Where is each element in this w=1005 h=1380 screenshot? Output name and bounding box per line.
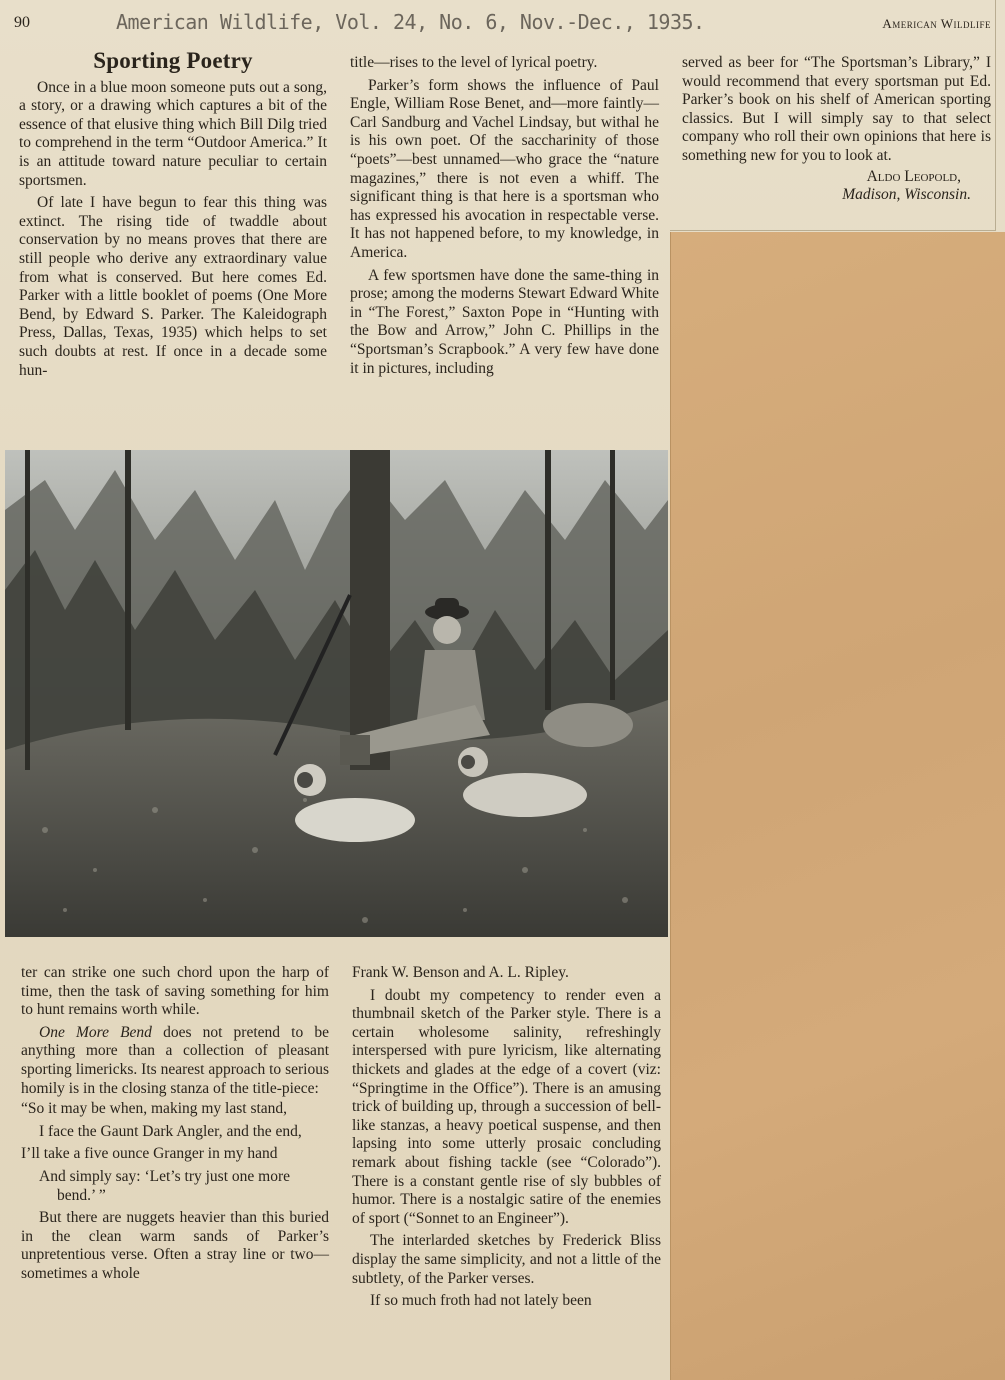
column-2-top	[350, 54, 659, 378]
verse-line: And simply say: ‘Let’s try just one more bend.’ ”	[39, 1167, 290, 1204]
column-3-top	[682, 54, 991, 205]
paragraph: If so much froth had not lately been	[370, 1292, 592, 1310]
column-1-top	[19, 48, 327, 380]
paragraph: Of late I have begun to fear this thing was extinct. The rising tide of twaddle about conservation by no means proves that there are still people who derive any extraordinary value from what is conserved. But here comes Ed. Parker with a little booklet of poems (One More Bend, by Edward S. Parker. The Kaleidograph Press, Dallas, Texas, 1935) which helps to set such doubts at rest. If once in a decade some hun-	[19, 194, 327, 379]
paragraph: served as beer for “The Sportsman’s Library,” I would recommend that every sportsman put Ed. Parker’s book on his shelf of American sporting classics. But I will simply say to that select company who roll their own opinions that here is something new for you to look at.	[682, 54, 991, 164]
verse-line: I’ll take a five ounce Granger in my hand	[21, 1145, 278, 1163]
column-2-bottom	[352, 964, 661, 1311]
verse-line: “So it may be when, making my last stand,	[21, 1100, 288, 1118]
paragraph: The interlarded sketches by Frederick Bliss display the same simplicity, and not a little of the subtlety, of the Parker verses.	[352, 1232, 661, 1287]
photo-illustration	[5, 450, 668, 937]
paragraph: One More Bend does not pretend to be anything more than a collection of pleasant sporting limericks. Its nearest approach to serious homily is in the closing stanza of the title-piece:	[21, 1023, 329, 1097]
paragraph: But there are nuggets heavier than this buried in the clean warm sands of Parker’s unpretentious verse. Often a stray line or two—sometimes a whole	[21, 1209, 329, 1282]
page-number: 90	[14, 14, 30, 31]
quoted-stanza	[21, 1100, 329, 1205]
signature	[682, 168, 991, 205]
page-header	[0, 10, 1005, 34]
article-title: Sporting Poetry	[93, 48, 253, 73]
book-title: One More Bend	[39, 1023, 152, 1041]
paragraph: title—rises to the level of lyrical poetry.	[350, 54, 598, 71]
hunter-with-dogs-photo	[5, 450, 668, 937]
author-place: Madison, Wisconsin.	[842, 186, 971, 204]
paragraph: A few sportsmen have done the same-thing in prose; among the moderns Stewart Edward White in “The Forest,” Saxton Pope in “Hunting with the Bow and Arrow,” John C. Phillips in the “Sportsman’s Scrapbook.” A very few have done it in pictures, including	[350, 266, 659, 377]
paragraph: Frank W. Benson and A. L. Ripley.	[352, 964, 569, 981]
author-name: Aldo Leopold,	[866, 167, 961, 185]
paragraph: I doubt my competency to render even a thumbnail sketch of the Parker style. There is a certain wholesome salinity, refreshingly interspersed with pure lyricism, like alternating thickets and glades at the edge of a covert (viz: “Springtime in the Office”). There is an amusing trick of building up, through a succession of bell-like stanzas, a heavy poetical suspense, and then lapsing into some utterly prosaic concluding remark about fishing tackle (see “Colorado”). There is a constant gentle rise of sly bubbles of humor. There is a nostalgic satire of the enemies of sport (“Sonnet to an Engineer”).	[352, 986, 661, 1227]
paragraph: Parker’s form shows the influence of Paul Engle, William Rose Benet, and—more faintly—Carl Sandburg and Vachel Lindsay, but withal he is his own poet. Of the saccharinity of those “poets”—best unnamed—who grace the “nature magazines,” there is not even a whiff. The significant thing is that here is a sportsman who has expressed his avocation in respectable verse. It has not happened before, to my knowledge, in America.	[350, 76, 659, 261]
typewritten-citation: American Wildlife, Vol. 24, No. 6, Nov.-Dec., 1935.	[116, 10, 705, 34]
column-1-bottom	[21, 964, 329, 1284]
kraft-backing-paper	[670, 232, 1005, 1380]
running-head: American Wildlife	[882, 16, 991, 31]
paragraph: ter can strike one such chord upon the harp of time, then the task of saving something for him to hunt remains worth while.	[21, 964, 329, 1019]
verse-line: I face the Gaunt Dark Angler, and the end,	[39, 1122, 302, 1140]
paragraph: Once in a blue moon someone puts out a song, a story, or a drawing which captures a bit of the essence of that elusive thing which Bill Dilg tried to comprehend in the term “Outdoor America.” It is an attitude toward nature peculiar to certain sportsmen.	[19, 78, 327, 189]
